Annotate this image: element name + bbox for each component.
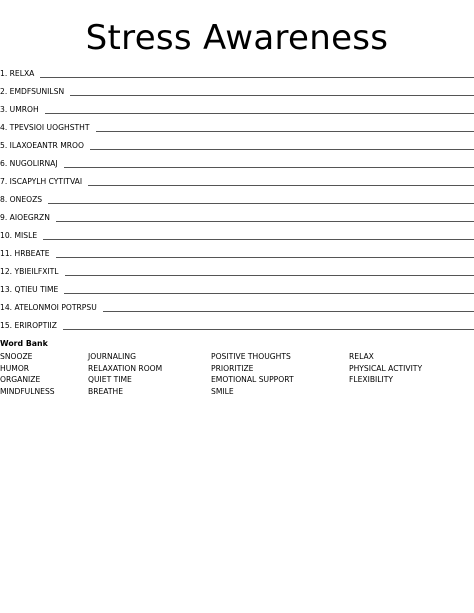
answer-line[interactable]: [43, 238, 474, 240]
word-bank-word: ORGANIZE: [0, 375, 41, 385]
answer-line[interactable]: [70, 94, 474, 96]
question-label: 6. NUGOLIRNAJ: [0, 159, 58, 168]
question-label: 9. AIOEGRZN: [0, 213, 50, 222]
answer-line[interactable]: [64, 166, 474, 168]
question-label: 12. YBIEILFXITL: [0, 267, 59, 276]
question-item: [0, 154, 474, 170]
question-item: [0, 316, 474, 332]
question-label: 10. MISLE: [0, 231, 38, 240]
word-bank-word: PRIORITIZE: [211, 363, 254, 373]
question-label: 11. HRBEATE: [0, 249, 50, 258]
question-item: [0, 172, 474, 188]
word-bank-word: RELAXATION ROOM: [88, 363, 163, 373]
answer-line[interactable]: [64, 292, 474, 294]
word-bank-word: RELAX: [349, 352, 374, 361]
question-label: 8. ONEOZS: [0, 195, 43, 204]
word-bank-word: FLEXIBILITY: [349, 375, 394, 385]
question-item: [0, 298, 474, 314]
word-bank-column: [349, 351, 422, 386]
word-bank-word: MINDFULNESS: [0, 387, 55, 397]
word-bank-word: EMOTIONAL SUPPORT: [211, 375, 294, 385]
word-bank-word: SMILE: [211, 387, 234, 397]
answer-line[interactable]: [63, 328, 474, 330]
question-label: 2. EMDFSUNILSN: [0, 87, 65, 96]
question-label: 7. ISCAPYLH CYTITVAI: [0, 177, 83, 186]
question-label: 3. UMROH: [0, 105, 39, 114]
answer-line[interactable]: [65, 274, 474, 276]
question-label: 5. ILAXOEANTR MROO: [0, 141, 84, 150]
question-item: [0, 118, 474, 134]
question-item: [0, 136, 474, 152]
word-bank-column: [88, 351, 162, 398]
question-item: [0, 226, 474, 242]
question-label: 14. ATELONMOI POTRPSU: [0, 303, 97, 312]
question-item: [0, 244, 474, 260]
word-bank-word: POSITIVE THOUGHTS: [211, 352, 291, 361]
answer-line[interactable]: [48, 202, 474, 204]
question-item: [0, 280, 474, 296]
word-bank-column: [0, 351, 55, 398]
answer-line[interactable]: [45, 112, 474, 114]
question-item: [0, 82, 474, 98]
word-bank-word: QUIET TIME: [88, 375, 132, 385]
page-title: Stress Awareness: [85, 18, 389, 58]
question-label: 1. RELXA: [0, 69, 35, 78]
word-bank-word: SNOOZE: [0, 352, 33, 361]
answer-line[interactable]: [90, 148, 474, 150]
answer-line[interactable]: [103, 310, 474, 312]
word-bank-word: JOURNALING: [88, 352, 136, 361]
question-item: [0, 262, 474, 278]
question-item: [0, 208, 474, 224]
word-bank-word: PHYSICAL ACTIVITY: [349, 363, 423, 373]
answer-line[interactable]: [56, 220, 474, 222]
question-label: 4. TPEVSIOI UOGHSTHT: [0, 123, 90, 132]
question-item: [0, 64, 474, 80]
answer-line[interactable]: [40, 76, 474, 78]
question-item: [0, 100, 474, 116]
question-label: 15. ERIROPTIIZ: [0, 321, 57, 330]
word-bank-word: BREATHE: [88, 387, 124, 397]
answer-line[interactable]: [96, 130, 474, 132]
answer-line[interactable]: [56, 256, 474, 258]
answer-line[interactable]: [88, 184, 474, 186]
question-label: 13. QTIEU TIME: [0, 285, 59, 294]
word-bank-title: Word Bank: [0, 339, 48, 348]
word-bank-word: HUMOR: [0, 363, 30, 373]
question-item: [0, 190, 474, 206]
word-bank-column: [211, 351, 294, 398]
